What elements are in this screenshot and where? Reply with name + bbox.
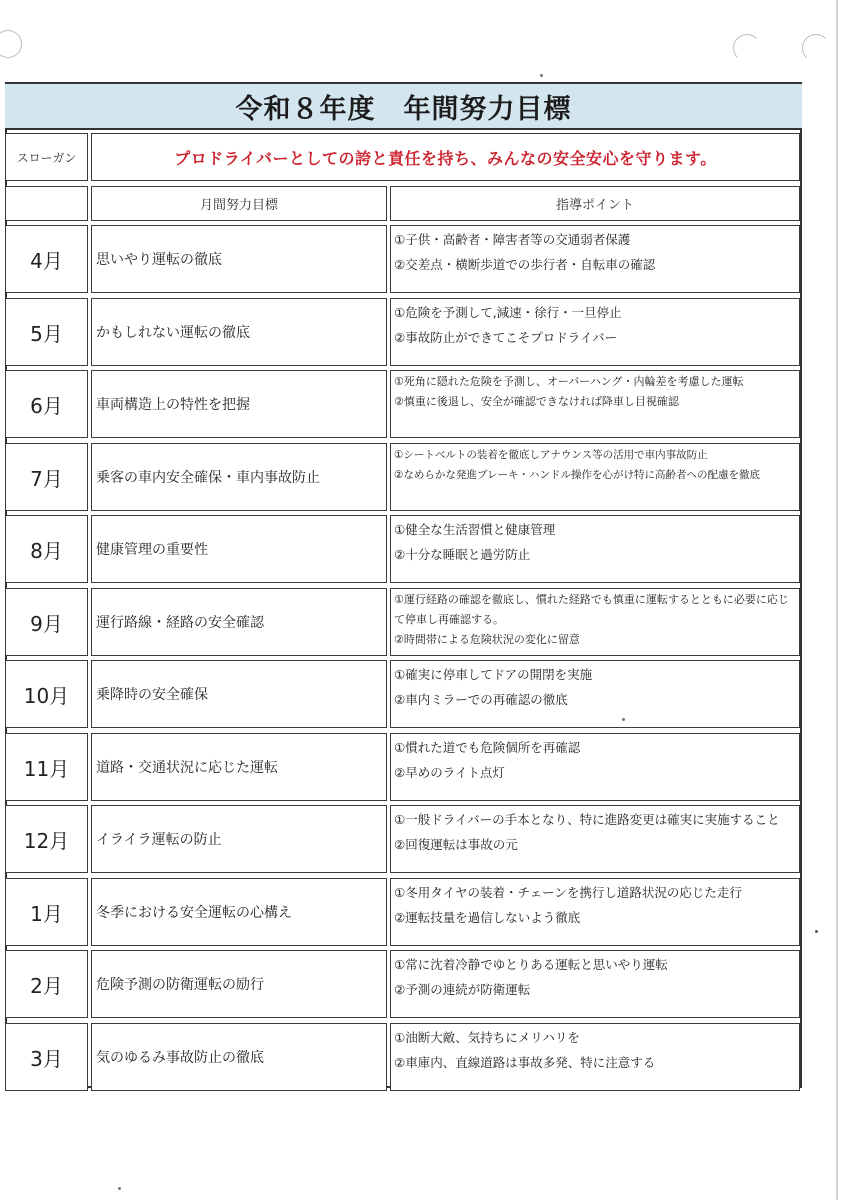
guidance-point: ②慎重に後退し、安全が確認できなければ降車し目視確認 xyxy=(394,395,679,408)
monthly-goal: かもしれない運転の徹底 xyxy=(91,298,387,366)
guidance-point: ①油断大敵、気持ちにメリハリを xyxy=(394,1030,580,1045)
monthly-goal: 健康管理の重要性 xyxy=(91,515,387,583)
guidance-points xyxy=(390,1023,800,1091)
month-label: 1月 xyxy=(5,878,88,946)
guidance-points xyxy=(390,298,800,366)
guidance-points xyxy=(390,443,800,511)
monthly-goal: 道路・交通状況に応じた運転 xyxy=(91,733,387,801)
monthly-goal: 危険予測の防衛運転の励行 xyxy=(91,950,387,1018)
month-label: 12月 xyxy=(5,805,88,873)
month-label: 6月 xyxy=(5,370,88,438)
punch-hole xyxy=(733,34,761,62)
month-label: 7月 xyxy=(5,443,88,511)
guidance-point: ①常に沈着冷静でゆとりある運転と思いやり運転 xyxy=(394,957,668,972)
month-label: 5月 xyxy=(5,298,88,366)
guidance-point: ②運転技量を過信しないよう徹底 xyxy=(394,910,581,925)
guidance-point: ①死角に隠れた危険を予測し、オーバーハング・内輪差を考慮した運転 xyxy=(394,375,744,388)
guidance-points xyxy=(390,660,800,728)
guidance-point: ②交差点・横断歩道での歩行者・自転車の確認 xyxy=(394,257,656,272)
monthly-goal: 乗客の車内安全確保・車内事故防止 xyxy=(91,443,387,511)
header-monthly-goal: 月間努力目標 xyxy=(91,186,387,221)
punch-hole xyxy=(802,34,830,62)
guidance-point: ①シートベルトの装着を徹底しアナウンス等の活用で車内事故防止 xyxy=(394,449,708,461)
month-label: 8月 xyxy=(5,515,88,583)
title-band xyxy=(5,84,802,130)
guidance-point: ②車内ミラーでの再確認の徹底 xyxy=(394,692,568,707)
header-guidance-points: 指導ポイント xyxy=(390,186,800,221)
monthly-goal: 冬季における安全運転の心構え xyxy=(91,878,387,946)
guidance-point: ②回復運転は事故の元 xyxy=(394,837,518,852)
guidance-points xyxy=(390,225,800,293)
scan-speck xyxy=(118,1187,121,1190)
monthly-goal: 気のゆるみ事故防止の徹底 xyxy=(91,1023,387,1091)
slogan-text: プロドライバーとしての誇と責任を持ち、みんなの安全安心を守ります。 xyxy=(91,133,800,181)
guidance-point: ①慣れた道でも危険個所を再確認 xyxy=(394,740,581,755)
guidance-point: ②時間帯による危険状況の変化に留意 xyxy=(394,633,580,646)
month-label: 3月 xyxy=(5,1023,88,1091)
slogan-label: スローガン xyxy=(5,133,88,181)
guidance-point: ①確実に停車してドアの開閉を実施 xyxy=(394,667,593,682)
guidance-point: ①健全な生活習慣と健康管理 xyxy=(394,522,556,537)
guidance-point: ②事故防止ができてこそプロドライバー xyxy=(394,330,618,345)
guidance-point: ①一般ドライバーの手本となり、特に進路変更は確実に実施すること xyxy=(394,812,780,827)
monthly-goal: 乗降時の安全確保 xyxy=(91,660,387,728)
header-blank-cell xyxy=(5,186,88,221)
guidance-point: ①子供・高齢者・障害者等の交通弱者保護 xyxy=(394,232,631,247)
page-edge xyxy=(836,0,838,1200)
guidance-point: ②車庫内、直線道路は事故多発、特に注意する xyxy=(394,1055,656,1070)
guidance-point: ②早めのライト点灯 xyxy=(394,765,505,780)
monthly-goal: 車両構造上の特性を把握 xyxy=(91,370,387,438)
guidance-point: ②なめらかな発進ブレーキ・ハンドル操作を心がけ特に高齢者への配慮を徹底 xyxy=(394,469,760,481)
guidance-points xyxy=(390,805,800,873)
scan-speck xyxy=(815,930,818,933)
guidance-point: ①冬用タイヤの装着・チェーンを携行し道路状況の応じた走行 xyxy=(394,885,742,900)
punch-hole xyxy=(0,30,22,58)
monthly-goal: イライラ運転の防止 xyxy=(91,805,387,873)
guidance-points xyxy=(390,370,800,438)
monthly-goal: 運行路線・経路の安全確認 xyxy=(91,588,387,656)
guidance-points xyxy=(390,950,800,1018)
guidance-point: ②十分な睡眠と過労防止 xyxy=(394,547,531,562)
month-label: 11月 xyxy=(5,733,88,801)
month-label: 4月 xyxy=(5,225,88,293)
scan-speck xyxy=(540,74,543,77)
page-title: 令和８年度 年間努力目標 xyxy=(235,93,572,125)
month-label: 10月 xyxy=(5,660,88,728)
guidance-points xyxy=(390,878,800,946)
month-label: 9月 xyxy=(5,588,88,656)
guidance-points xyxy=(390,588,800,656)
scan-speck xyxy=(622,718,625,721)
guidance-point: ①運行経路の確認を徹底し、慣れた経路でも慎重に運転するとともに必要に応じて停車し再確認する。 xyxy=(394,593,789,626)
guidance-point: ①危険を予測して,減速・徐行・一旦停止 xyxy=(394,305,622,320)
guidance-point: ②予測の連続が防衛運転 xyxy=(394,982,531,997)
monthly-goal: 思いやり運転の徹底 xyxy=(91,225,387,293)
month-label: 2月 xyxy=(5,950,88,1018)
guidance-points xyxy=(390,515,800,583)
guidance-points xyxy=(390,733,800,801)
